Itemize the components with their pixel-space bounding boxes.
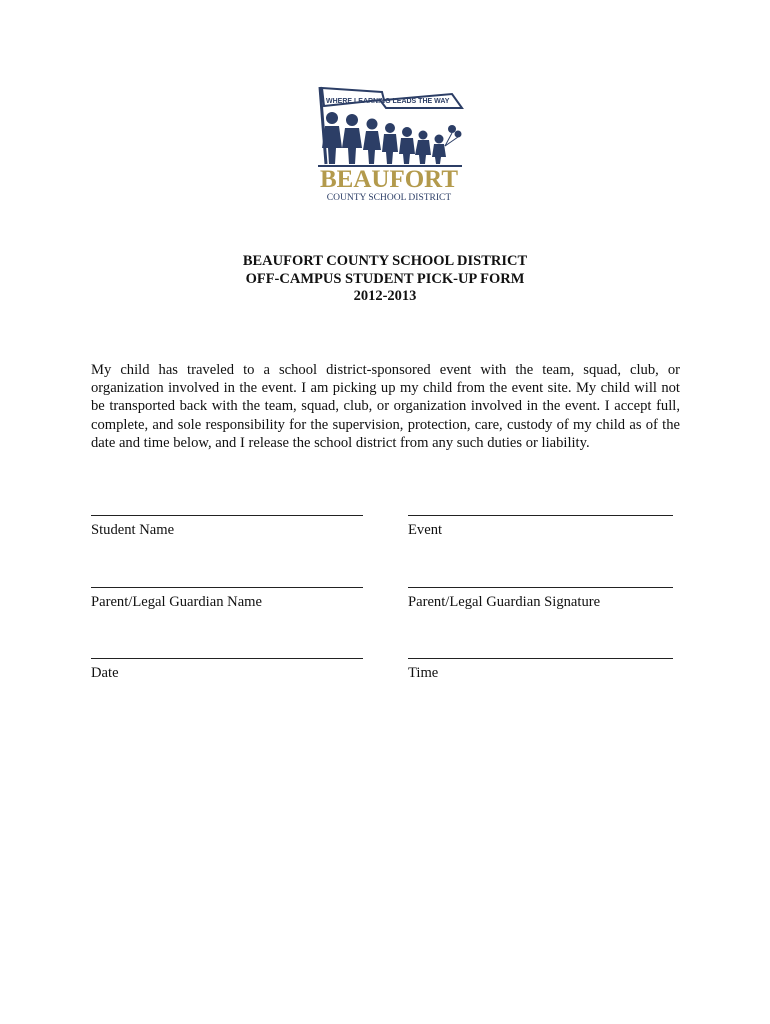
date-field[interactable] <box>91 658 363 682</box>
logo-banner-text: WHERE LEARNING LEADS THE WAY <box>326 98 450 105</box>
guardian-name-line[interactable] <box>91 587 363 588</box>
logo-subtitle: COUNTY SCHOOL DISTRICT <box>326 193 452 203</box>
heading-district: BEAUFORT COUNTY SCHOOL DISTRICT <box>242 253 528 269</box>
district-logo <box>312 82 466 206</box>
event-line[interactable] <box>408 515 673 516</box>
heading-form-title: OFF-CAMPUS STUDENT PICK-UP FORM <box>245 270 525 287</box>
guardian-signature-line[interactable] <box>408 587 673 588</box>
guardian-signature-label: Parent/Legal Guardian Signature <box>408 594 601 610</box>
district-logo-graphic <box>312 82 466 206</box>
guardian-name-label: Parent/Legal Guardian Name <box>91 594 262 610</box>
heading-school-year: 2012-2013 <box>353 288 417 304</box>
guardian-name-field[interactable] <box>91 587 363 611</box>
student-name-line[interactable] <box>91 515 363 516</box>
time-line[interactable] <box>408 658 673 659</box>
time-field[interactable] <box>408 658 673 682</box>
time-label: Time <box>408 665 439 681</box>
date-label: Date <box>91 665 119 681</box>
event-field[interactable] <box>408 515 673 539</box>
date-line[interactable] <box>91 658 363 659</box>
student-name-label: Student Name <box>91 522 175 538</box>
logo-name: BEAUFORT <box>319 166 459 193</box>
guardian-signature-field[interactable] <box>408 587 673 611</box>
release-statement: My child has traveled to a school district-sponsored event with the team, squad, club, or organization involved in the event. I am picking up my child from the event site. My child will not be transported back with the team, squad, club, or organization involved in the event. I accept full, complete, and sole responsibility for the supervision, protection, care, custody of my child as of the date and time below, and I release the school district from any such duties or liability. <box>91 362 680 451</box>
form-heading <box>0 253 770 306</box>
event-label: Event <box>408 522 443 538</box>
student-name-field[interactable] <box>91 515 363 539</box>
